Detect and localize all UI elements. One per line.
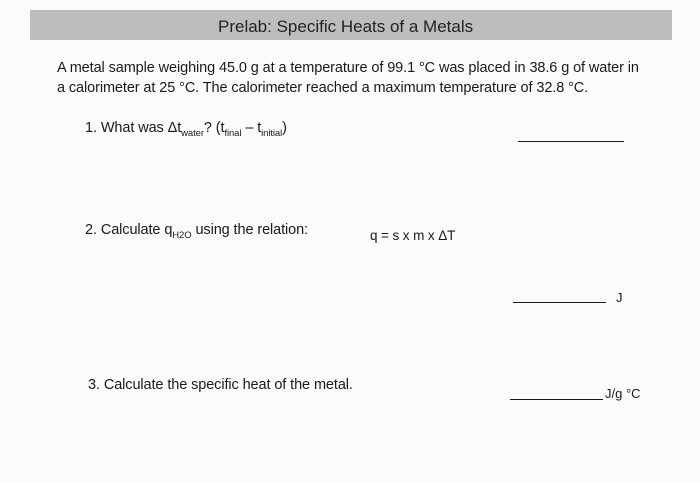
question-number: 3. [88,377,100,393]
question-3-text: Calculate the specific heat of the metal. [103,377,353,393]
subscript-h2o: H2O [172,230,192,241]
question-number: 2. [85,222,97,238]
intro-line-2: a calorimeter at 25 °C. The calorimeter reached a maximum temperature of 32.8 °C. [57,80,589,96]
heat-formula: q = s x m x ΔT [370,228,456,243]
page-title: Prelab: Specific Heats of a Metals [218,17,474,36]
question-2-prefix: Calculate q [100,222,173,238]
unit-joules: J [616,290,623,305]
question-2 [85,222,309,241]
question-1-mid: ? (t [203,120,225,136]
question-3 [88,377,353,393]
subscript-final: final [224,128,242,139]
question-number: 1. [85,120,97,136]
answer-line-2[interactable] [513,302,606,303]
subscript-initial: initial [261,128,283,139]
question-2-suffix: using the relation: [191,222,309,238]
answer-line-1[interactable] [518,141,624,142]
unit-specific-heat: J/g °C [605,386,641,401]
question-1-dash: – t [241,120,262,136]
question-1-prefix: What was Δt [100,120,182,136]
answer-line-3[interactable] [510,399,603,400]
question-1-close: ) [282,120,287,136]
question-1 [85,120,287,139]
intro-line-1: A metal sample weighing 45.0 g at a temperature of 99.1 °C was placed in 38.6 g of water in [57,60,639,76]
subscript-water: water [181,128,204,139]
